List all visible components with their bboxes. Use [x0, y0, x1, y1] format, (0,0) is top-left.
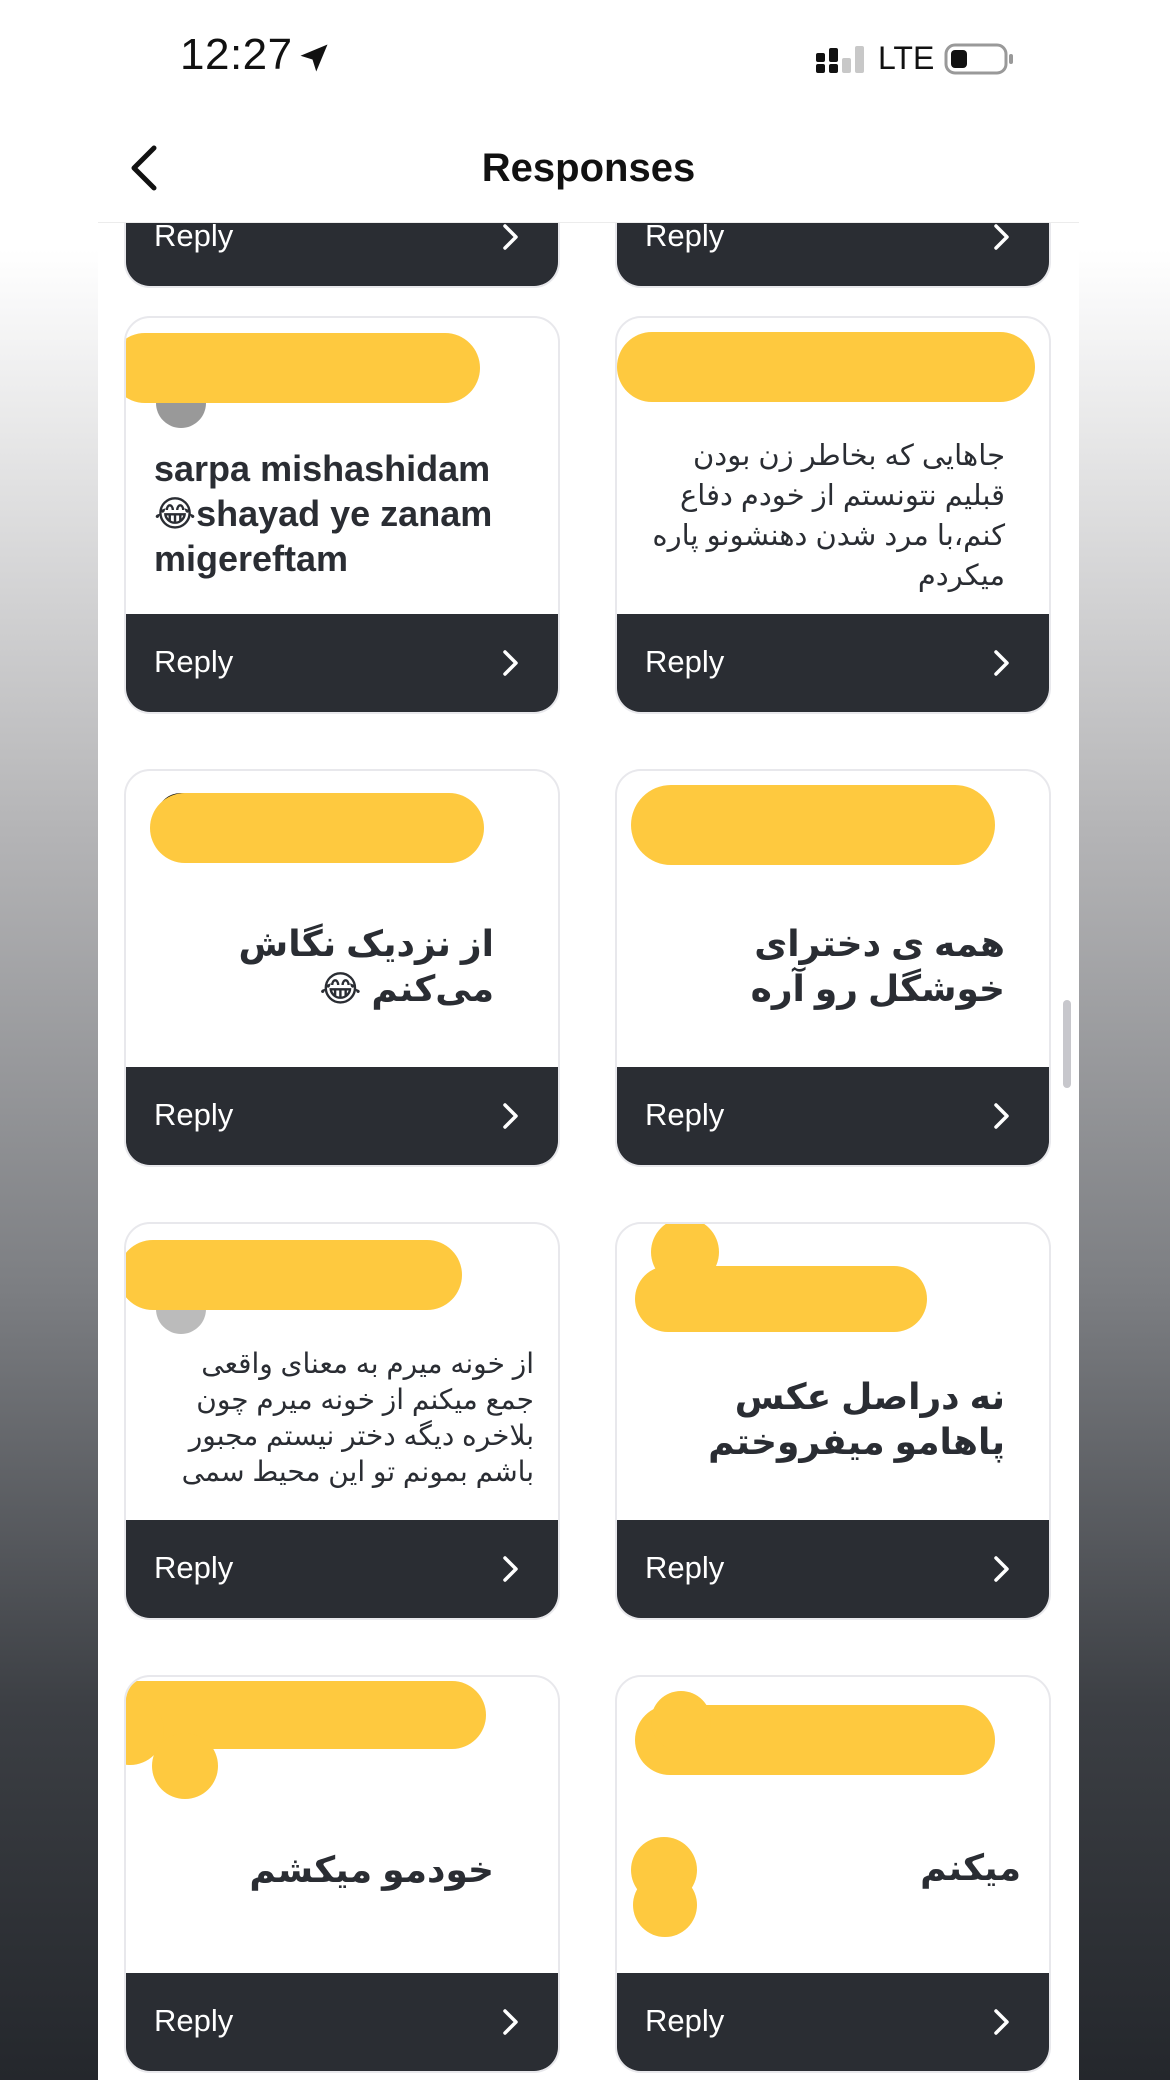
reply-button[interactable]: [617, 614, 1049, 712]
response-text: میکنم: [920, 1847, 1021, 1888]
chevron-right-icon: [991, 1554, 1013, 1584]
scrollbar[interactable]: [1063, 1000, 1071, 1088]
reply-label: Reply: [645, 223, 725, 253]
response-text: از خونه میرم به معنای واقعی جمع میکنم از خونه میرم چون بلاخره دیگه دختر نیستم مجبور باشم بمونم تو این محیط سمی: [181, 1348, 534, 1487]
chevron-right-icon: [500, 1554, 522, 1584]
response-card-partial: [615, 223, 1051, 288]
response-card[interactable]: [615, 769, 1051, 1167]
chevron-right-icon: [500, 2007, 522, 2037]
chevron-right-icon: [500, 648, 522, 678]
response-card[interactable]: [615, 1222, 1051, 1620]
response-card-partial: [124, 223, 560, 288]
chevron-right-icon: [991, 2007, 1013, 2037]
reply-button[interactable]: [126, 1973, 558, 2071]
reply-label: Reply: [154, 1550, 234, 1585]
status-time: 12:27: [180, 30, 293, 79]
phone-screen: [98, 0, 1079, 2080]
reply-button[interactable]: [126, 1067, 558, 1165]
reply-button[interactable]: [617, 223, 1049, 286]
chevron-right-icon: [991, 648, 1013, 678]
response-card[interactable]: [124, 1222, 560, 1620]
response-card[interactable]: [615, 316, 1051, 714]
reply-label: Reply: [154, 2003, 234, 2038]
redacted-username: [124, 1240, 462, 1310]
response-text: خودمو میکشم: [249, 1849, 494, 1890]
reply-label: Reply: [154, 223, 234, 253]
chevron-right-icon: [991, 223, 1013, 252]
page-title: Responses: [481, 146, 696, 190]
reply-button[interactable]: [126, 223, 558, 286]
chevron-right-icon: [500, 223, 522, 252]
reply-label: Reply: [645, 1550, 725, 1585]
redacted-username: [150, 793, 484, 863]
reply-label: Reply: [154, 644, 234, 679]
response-text: sarpa mishashidam 😂shayad ye zanam migereftam: [154, 448, 493, 579]
redacted-username: [617, 332, 1035, 402]
reply-label: Reply: [645, 644, 725, 679]
response-text: جاهایی که بخاطر زن بودن قبلیم نتونستم از خودم دفاع کنم،با مرد شدن دهنشونو پاره میکردم: [652, 440, 1005, 592]
redacted-text: [633, 1873, 697, 1937]
response-card[interactable]: [124, 1675, 560, 2073]
redacted-avatar: [152, 1733, 218, 1799]
redacted-avatar: [651, 1691, 711, 1751]
reply-button[interactable]: [617, 1973, 1049, 2071]
chevron-right-icon: [991, 1101, 1013, 1131]
location-arrow-icon: [296, 40, 332, 76]
reply-button[interactable]: [617, 1520, 1049, 1618]
redacted-username: [635, 1266, 927, 1332]
battery-icon: [944, 42, 1016, 76]
redacted-username: [631, 785, 995, 865]
response-card[interactable]: [124, 769, 560, 1167]
reply-button[interactable]: [126, 1520, 558, 1618]
response-text: از نزدیک نگاش می‌کنم 😂: [238, 923, 494, 1009]
reply-button[interactable]: [617, 1067, 1049, 1165]
reply-label: Reply: [154, 1097, 234, 1132]
response-text: نه دراصل عکس پاهامو میفروختم: [708, 1376, 1005, 1462]
reply-label: Reply: [645, 2003, 725, 2038]
responses-grid[interactable]: [98, 223, 1079, 2080]
reply-label: Reply: [645, 1097, 725, 1132]
signal-icon: [814, 44, 866, 80]
response-card[interactable]: [124, 316, 560, 714]
reply-button[interactable]: [126, 614, 558, 712]
response-card[interactable]: [615, 1675, 1051, 2073]
redacted-username: [124, 333, 480, 403]
chevron-right-icon: [500, 1101, 522, 1131]
response-text: همه ی دخترای خوشگل رو آره: [750, 923, 1005, 1009]
network-type: LTE: [878, 40, 935, 76]
